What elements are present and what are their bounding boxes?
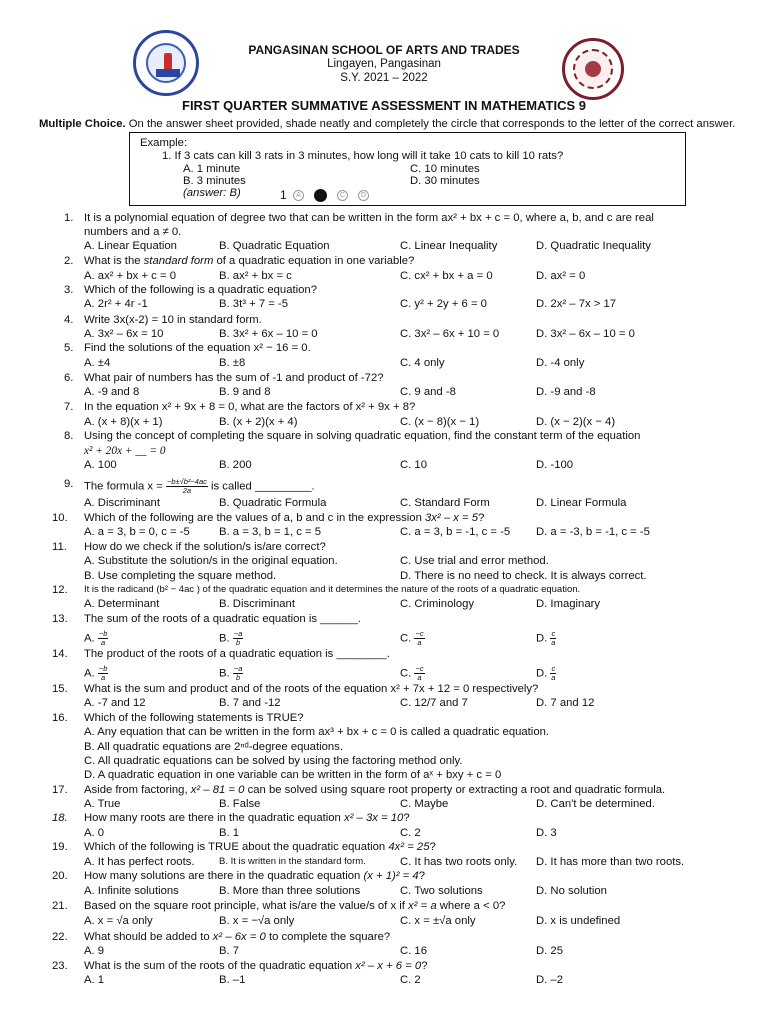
- q23-number: 23.: [52, 960, 68, 972]
- q1-stem-cont: numbers and a ≠ 0.: [84, 226, 182, 238]
- stem-math: (x + 1)² = 4: [363, 870, 419, 882]
- q8-option-a: A. 100: [84, 459, 117, 471]
- q21-option-a: A. x = √a only: [84, 915, 153, 927]
- q23-option-a: A. 1: [84, 974, 105, 986]
- q5-option-c: C. 4 only: [400, 357, 445, 369]
- fraction-numerator: c: [551, 629, 556, 638]
- fraction-numerator: −a: [233, 664, 243, 673]
- q5-number: 5.: [64, 342, 74, 354]
- q5-option-d: D. -4 only: [536, 357, 585, 369]
- stem-text: Which of the following is TRUE about the quadratic equation: [84, 841, 389, 853]
- fraction-denominator: a: [417, 638, 422, 647]
- q20-number: 20.: [52, 870, 68, 882]
- q13-option-c-fraction: [414, 630, 424, 647]
- example-bubble-d: D: [358, 190, 369, 201]
- stem-text: How many solutions are there in the quadratic equation: [84, 870, 364, 882]
- q3-option-b: B. 3t³ + 7 = -5: [219, 298, 289, 310]
- q22-option-d: D. 25: [536, 945, 564, 957]
- q3-stem: Which of the following is a quadratic equation?: [84, 284, 317, 296]
- q7-option-a: A. (x + 8)(x + 1): [84, 416, 163, 428]
- q20-option-c: C. Two solutions: [400, 885, 483, 897]
- exam-title: FIRST QUARTER SUMMATIVE ASSESSMENT IN MATHEMATICS 9: [182, 98, 586, 113]
- q19-option-b: B. It is written in the standard form.: [219, 856, 366, 867]
- fraction-denominator: b: [236, 638, 241, 647]
- q14-option-c-letter: C.: [400, 667, 415, 680]
- q17-option-b: B. False: [219, 798, 261, 810]
- q13-option-c: [400, 630, 425, 647]
- q9-option-d: D. Linear Formula: [536, 497, 627, 509]
- q15-option-b: B. 7 and -12: [219, 697, 281, 709]
- q4-option-b: B. 3x² + 6x – 10 = 0: [219, 328, 318, 340]
- q6-option-c: C. 9 and -8: [400, 386, 456, 398]
- q16-option-b: B. All quadratic equations are 2ⁿᵈ-degree equations.: [84, 741, 343, 753]
- fraction-denominator: a: [101, 673, 106, 682]
- q17-number: 17.: [52, 784, 68, 796]
- q13-option-b-letter: B.: [219, 632, 233, 645]
- q2-stem: [84, 255, 414, 267]
- q6-option-b: B. 9 and 8: [219, 386, 271, 398]
- q11-number: 11.: [52, 541, 67, 553]
- q8-option-d: D. -100: [536, 459, 574, 471]
- q21-stem: [84, 900, 505, 912]
- q11-stem: How do we check if the solution/s is/are correct?: [84, 541, 326, 553]
- example-label: Example:: [140, 137, 188, 149]
- q12-option-c: C. Criminology: [400, 598, 475, 610]
- stem-text: ?: [403, 812, 410, 824]
- q14-option-d-fraction: [550, 665, 556, 682]
- example-option-b: B. 3 minutes: [183, 175, 246, 187]
- q21-option-d: D. x is undefined: [536, 915, 621, 927]
- q10-stem: [84, 512, 484, 524]
- q6-option-d: D. -9 and -8: [536, 386, 596, 398]
- instructions: [39, 117, 739, 131]
- q20-option-a: A. Infinite solutions: [84, 885, 179, 897]
- q18-option-c: C. 2: [400, 827, 421, 839]
- q13-option-d-letter: D.: [536, 632, 551, 645]
- stem-text: What is the: [84, 255, 144, 267]
- q16-option-d: D. A quadratic equation in one variable can be written in the form of aˣ + bxy + c = 0: [84, 769, 502, 781]
- q13-option-b: [219, 630, 243, 647]
- q3-option-a: A. 2r² + 4r -1: [84, 298, 148, 310]
- q1-option-c: C. Linear Inequality: [400, 240, 498, 252]
- q8-stem: Using the concept of completing the square in solving quadratic equation, find the constant term of the equation: [84, 430, 641, 442]
- example-option-a: A. 1 minute: [183, 163, 241, 175]
- fraction-denominator: a: [551, 638, 556, 647]
- q17-option-c: C. Maybe: [400, 798, 449, 810]
- stem-text: Aside from factoring,: [84, 784, 191, 796]
- fraction-numerator: −b: [98, 664, 108, 673]
- stem-math: x² – x + 6 = 0: [355, 960, 422, 972]
- q10-number: 10.: [52, 512, 68, 524]
- fraction-numerator: c: [551, 664, 556, 673]
- q22-number: 22.: [52, 931, 68, 943]
- q8-option-c: C. 10: [400, 459, 428, 471]
- q10-option-d: D. a = -3, b = -1, c = -5: [536, 526, 650, 538]
- q11-option-a: A. Substitute the solution/s in the original equation.: [84, 555, 338, 567]
- example-bubble-a: A: [293, 190, 304, 201]
- q15-option-c: C. 12/7 and 7: [400, 697, 468, 709]
- fraction-numerator: −c: [415, 664, 424, 673]
- stem-text: ?: [429, 841, 436, 853]
- q22-option-c: C. 16: [400, 945, 428, 957]
- q16-option-a: A. Any equation that can be written in the form ax³ + bx + c = 0 is called a quadratic equation.: [84, 726, 550, 738]
- q4-number: 4.: [64, 314, 74, 326]
- q22-option-a: A. 9: [84, 945, 105, 957]
- q13-number: 13.: [52, 613, 68, 625]
- stem-math: 4x² = 25: [388, 841, 430, 853]
- stem-text: ?: [478, 512, 485, 524]
- fraction-denominator: a: [551, 673, 556, 682]
- q21-number: 21.: [52, 900, 68, 912]
- q2-option-a: A. ax² + bx + c = 0: [84, 270, 176, 282]
- example-bubble-b-filled: [314, 189, 327, 202]
- q20-stem: [84, 870, 425, 882]
- q7-option-b: B. (x + 2)(x + 4): [219, 416, 298, 428]
- q10-option-c: C. a = 3, b = -1, c = -5: [400, 526, 511, 538]
- q18-option-b: B. 1: [219, 827, 240, 839]
- q17-option-d: D. Can't be determined.: [536, 798, 655, 810]
- q9-stem: [84, 478, 315, 495]
- q19-option-c: C. It has two roots only.: [400, 856, 518, 868]
- instructions-text: On the answer sheet provided, shade neatly and completely the circle that corresponds to the letter of the correct answer.: [125, 118, 736, 130]
- stem-text: where a < 0?: [436, 900, 506, 912]
- example-bubble-c: C: [337, 190, 348, 201]
- q14-option-a-fraction: [98, 665, 109, 682]
- stem-text: Which of the following are the values of a, b and c in the expression: [84, 512, 425, 524]
- q6-option-a: A. -9 and 8: [84, 386, 140, 398]
- q19-stem: [84, 841, 436, 853]
- q7-number: 7.: [64, 401, 74, 413]
- stem-math: standard form: [143, 255, 214, 267]
- q12-option-b: B. Discriminant: [219, 598, 295, 610]
- q4-option-d: D. 3x² – 6x – 10 = 0: [536, 328, 635, 340]
- q14-stem: The product of the roots of a quadratic equation is ________.: [84, 648, 390, 660]
- example-question: 1. If 3 cats can kill 3 rats in 3 minutes, how long will it take 10 cats to kill 10 rats?: [162, 150, 564, 162]
- q19-option-a: A. It has perfect roots.: [84, 856, 195, 868]
- q2-option-b: B. ax² + bx = c: [219, 270, 292, 282]
- q12-number: 12.: [52, 584, 68, 596]
- fraction-denominator: a: [417, 673, 422, 682]
- example-box: [129, 132, 686, 206]
- q3-option-c: C. y² + 2y + 6 = 0: [400, 298, 487, 310]
- q21-option-c: C. x = ±√a only: [400, 915, 476, 927]
- q13-option-a-fraction: [98, 630, 109, 647]
- stem-text: ?: [418, 870, 425, 882]
- fraction-numerator: −c: [415, 629, 424, 638]
- stem-math: x² = a: [408, 900, 437, 912]
- q19-option-d: D. It has more than two roots.: [536, 856, 685, 868]
- q2-option-c: C. cx² + bx + a = 0: [400, 270, 493, 282]
- q12-option-a: A. Determinant: [84, 598, 160, 610]
- q6-number: 6.: [64, 372, 74, 384]
- q13-option-d-fraction: [550, 630, 556, 647]
- q2-number: 2.: [64, 255, 74, 267]
- fraction-denominator: b: [236, 673, 241, 682]
- q8-option-b: B. 200: [219, 459, 252, 471]
- q15-stem: What is the sum and product and of the roots of the equation x² + 7x + 12 = 0 respectively?: [84, 683, 539, 695]
- stem-math: x² – 81 = 0: [190, 784, 245, 796]
- q1-number: 1.: [64, 212, 74, 224]
- q20-option-d: D. No solution: [536, 885, 607, 897]
- stem-text: The formula x =: [84, 480, 166, 493]
- q14-option-b-fraction: [233, 665, 244, 682]
- q7-stem: In the equation x² + 9x + 8 = 0, what are the factors of x² + 9x + 8?: [84, 401, 416, 413]
- q11-option-d: D. There is no need to check. It is always correct.: [400, 570, 647, 582]
- q10-option-a: A. a = 3, b = 0, c = -5: [84, 526, 190, 538]
- q16-stem: Which of the following statements is TRUE?: [84, 712, 304, 724]
- q18-number: 18.: [52, 812, 68, 824]
- q17-stem: [84, 784, 665, 796]
- stem-math: x² – 6x = 0: [212, 931, 266, 943]
- q7-option-d: D. (x − 2)(x − 4): [536, 416, 616, 428]
- example-sheet-number: 1: [280, 188, 287, 202]
- stem-text: is called _________.: [207, 480, 315, 493]
- q18-option-a: A. 0: [84, 827, 105, 839]
- q4-option-c: C. 3x² – 6x + 10 = 0: [400, 328, 500, 340]
- q1-option-d: D. Quadratic Inequality: [536, 240, 651, 252]
- school-town: Lingayen, Pangasinan: [327, 58, 441, 70]
- stem-text: of a quadratic equation in one variable?: [213, 255, 415, 267]
- q23-option-d: D. –2: [536, 974, 564, 986]
- q14-option-b-letter: B.: [219, 667, 233, 680]
- q15-option-d: D. 7 and 12: [536, 697, 595, 709]
- q14-option-c-fraction: [414, 665, 424, 682]
- q13-stem: The sum of the roots of a quadratic equation is ______.: [84, 613, 361, 625]
- q13-option-b-fraction: [233, 630, 244, 647]
- q18-option-d: D. 3: [536, 827, 557, 839]
- q5-option-a: A. ±4: [84, 357, 111, 369]
- stem-text: ?: [421, 960, 428, 972]
- q9-number: 9.: [64, 478, 74, 490]
- stem-text: Based on the square root principle, what is/are the value/s of x if: [84, 900, 409, 912]
- stem-text: What should be added to: [84, 931, 213, 943]
- q10-option-b: B. a = 3, b = 1, c = 5: [219, 526, 322, 538]
- fraction-numerator: −a: [233, 629, 243, 638]
- q5-option-b: B. ±8: [219, 357, 246, 369]
- q19-number: 19.: [52, 841, 68, 853]
- q13-option-d: [536, 630, 556, 647]
- q13-option-a-letter: A.: [84, 632, 98, 645]
- q23-stem: [84, 960, 428, 972]
- q13-option-c-letter: C.: [400, 632, 415, 645]
- example-option-c: C. 10 minutes: [410, 163, 480, 175]
- q3-number: 3.: [64, 284, 74, 296]
- q4-stem: Write 3x(x-2) = 10 in standard form.: [84, 314, 262, 326]
- q22-option-b: B. 7: [219, 945, 240, 957]
- stem-text: can be solved using square root property or extracting a root and quadratic formula.: [244, 784, 666, 796]
- q14-option-a-letter: A.: [84, 667, 98, 680]
- q14-option-d-letter: D.: [536, 667, 551, 680]
- q6-stem: What pair of numbers has the sum of -1 and product of -72?: [84, 372, 384, 384]
- school-year: S.Y. 2021 – 2022: [340, 72, 428, 84]
- q1-option-b: B. Quadratic Equation: [219, 240, 330, 252]
- fraction-numerator: −b: [98, 629, 108, 638]
- fraction-denominator: a: [101, 638, 106, 647]
- q8-number: 8.: [64, 430, 74, 442]
- q13-option-a: [84, 630, 108, 647]
- q9-option-a: A. Discriminant: [84, 497, 160, 509]
- q11-option-c: C. Use trial and error method.: [400, 555, 549, 567]
- q1-option-a: A. Linear Equation: [84, 240, 177, 252]
- q9-option-c: C. Standard Form: [400, 497, 490, 509]
- q1-stem: It is a polynomial equation of degree two that can be written in the form ax² + bx + c = 0, where a, b, and c are real: [84, 212, 654, 224]
- school-name: PANGASINAN SCHOOL OF ARTS AND TRADES: [248, 43, 520, 57]
- q2-option-d: D. ax² = 0: [536, 270, 586, 282]
- q4-option-a: A. 3x² – 6x = 10: [84, 328, 164, 340]
- q16-option-c: C. All quadratic equations can be solved by using the factoring method only.: [84, 755, 463, 767]
- q14-option-c: [400, 665, 425, 682]
- q18-stem: [84, 812, 410, 824]
- q23-option-b: B. –1: [219, 974, 246, 986]
- example-option-d: D. 30 minutes: [410, 175, 480, 187]
- stem-text: to complete the square?: [265, 931, 391, 943]
- instructions-label: Multiple Choice.: [39, 118, 126, 130]
- example-answer: (answer: B): [183, 187, 241, 199]
- q14-option-a: [84, 665, 108, 682]
- quadratic-formula: [166, 478, 208, 495]
- q12-option-d: D. Imaginary: [536, 598, 601, 610]
- q15-number: 15.: [52, 683, 68, 695]
- stem-text: What is the sum of the roots of the quadratic equation: [84, 960, 356, 972]
- q5-stem: Find the solutions of the equation x² − 16 = 0.: [84, 342, 311, 354]
- q11-option-b: B. Use completing the square method.: [84, 570, 277, 582]
- q7-option-c: C. (x − 8)(x − 1): [400, 416, 480, 428]
- q3-option-d: D. 2x² – 7x > 17: [536, 298, 617, 310]
- q16-number: 16.: [52, 712, 68, 724]
- formula-denominator: 2a: [182, 486, 192, 495]
- q22-stem: [84, 931, 390, 943]
- q21-option-b: B. x = −√a only: [219, 915, 295, 927]
- q17-option-a: A. True: [84, 798, 121, 810]
- q9-option-b: B. Quadratic Formula: [219, 497, 327, 509]
- q23-option-c: C. 2: [400, 974, 421, 986]
- q14-number: 14.: [52, 648, 68, 660]
- q8-stem-cont: x² + 20x + __ = 0: [84, 445, 166, 457]
- stem-math: 3x² – x = 5: [425, 512, 479, 524]
- stem-math: x² – 3x = 10: [343, 812, 404, 824]
- q14-option-b: [219, 665, 243, 682]
- q14-option-d: [536, 665, 556, 682]
- q15-option-a: A. -7 and 12: [84, 697, 146, 709]
- formula-numerator: −b±√b²−4ac: [166, 477, 207, 486]
- stem-text: How many roots are there in the quadratic equation: [84, 812, 344, 824]
- q12-stem: It is the radicand (b² − 4ac ) of the quadratic equation and it determines the nature of the roots of a quadratic equation.: [84, 584, 581, 595]
- q20-option-b: B. More than three solutions: [219, 885, 361, 897]
